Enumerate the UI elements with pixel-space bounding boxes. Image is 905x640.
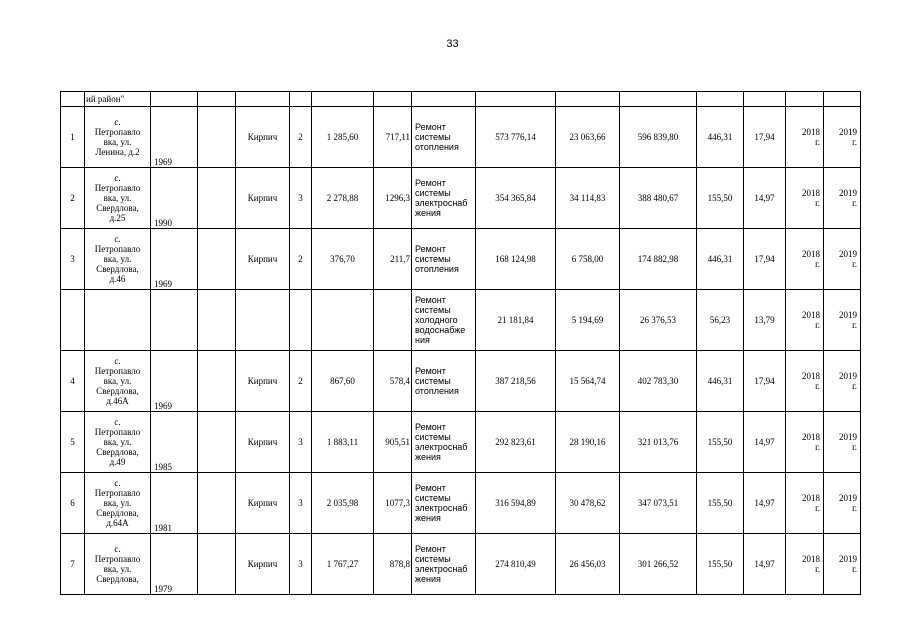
- table-row: [61, 412, 861, 473]
- text-line: 2019: [839, 432, 857, 442]
- floors-cell: 3: [290, 534, 312, 595]
- total-area-cell: 867,60: [312, 351, 374, 412]
- text-line: г.: [815, 564, 820, 574]
- text-line: системы: [415, 305, 451, 315]
- text-line: с.: [114, 173, 121, 183]
- limit-cost-cell: 17,94: [744, 107, 786, 168]
- text-line: г.: [815, 320, 820, 330]
- address-cell: [85, 534, 151, 595]
- unit-cost-cell: 155,50: [697, 168, 744, 229]
- empty-cell: [198, 290, 236, 351]
- year-cell: [151, 290, 198, 351]
- text-line: жения: [415, 574, 441, 584]
- text-line: 2019: [839, 249, 857, 259]
- text-line: системы: [415, 493, 451, 503]
- text-line: Ремонт: [415, 178, 446, 188]
- text-line: д.49: [109, 457, 126, 467]
- text-line: 2018: [802, 188, 820, 198]
- text-line: с.: [114, 117, 121, 127]
- text-line: Петропавло: [94, 554, 141, 564]
- wall-material-cell: Кирпич: [236, 473, 290, 534]
- wall-material-cell: [236, 290, 290, 351]
- start-year-cell: [786, 107, 824, 168]
- text-line: системы: [415, 188, 451, 198]
- unit-cost-cell: 155,50: [697, 534, 744, 595]
- repair-program-table: [60, 91, 861, 595]
- end-year-cell: [824, 290, 861, 351]
- text-line: системы: [415, 376, 451, 386]
- text-line: г.: [815, 503, 820, 513]
- other-cost-cell: 5 194,69: [556, 290, 620, 351]
- text-line: д.46: [109, 274, 126, 284]
- text-line: 2018: [802, 249, 820, 259]
- start-year-cell: [786, 473, 824, 534]
- wall-material-cell: Кирпич: [236, 168, 290, 229]
- other-cost-cell: 6 758,00: [556, 229, 620, 290]
- floors-cell: 2: [290, 229, 312, 290]
- text-line: Ленина, д.2: [95, 147, 140, 157]
- address-cell: [85, 290, 151, 351]
- work-type-cell: [412, 534, 476, 595]
- wall-material-cell: Кирпич: [236, 412, 290, 473]
- text-line: 2018: [802, 554, 820, 564]
- limit-cost-cell: 17,94: [744, 351, 786, 412]
- work-cost-cell: 21 181,84: [476, 290, 556, 351]
- text-line: 2019: [839, 127, 857, 137]
- row-number-cell: 2: [61, 168, 85, 229]
- work-cost-cell: 573 776,14: [476, 107, 556, 168]
- text-line: Ремонт: [415, 483, 446, 493]
- text-line: Свердлова,: [96, 447, 139, 457]
- wall-material-cell: Кирпич: [236, 351, 290, 412]
- table-row: [61, 107, 861, 168]
- total-area-cell: 1 767,27: [312, 534, 374, 595]
- living-area-cell: 878,8: [374, 534, 412, 595]
- text-line: 2019: [839, 310, 857, 320]
- text-line: электроснаб: [415, 564, 468, 574]
- year-cell: 1969: [151, 107, 198, 168]
- text-line: Петропавло: [94, 183, 141, 193]
- text-line: г.: [852, 320, 857, 330]
- text-line: г.: [815, 198, 820, 208]
- text-line: 2018: [802, 127, 820, 137]
- year-cell: 1990: [151, 168, 198, 229]
- work-type-cell: [412, 290, 476, 351]
- wall-material-cell: Кирпич: [236, 534, 290, 595]
- end-year-cell: [824, 473, 861, 534]
- empty-cell: [198, 534, 236, 595]
- living-area-cell: 1077,3: [374, 473, 412, 534]
- text-line: с.: [114, 234, 121, 244]
- end-year-cell: [824, 351, 861, 412]
- end-year-cell: [824, 168, 861, 229]
- text-line: с.: [114, 478, 121, 488]
- wall-material-cell: Кирпич: [236, 107, 290, 168]
- text-line: вка, ул.: [103, 376, 132, 386]
- text-line: г.: [852, 503, 857, 513]
- text-line: системы: [415, 432, 451, 442]
- table-row-continued: [61, 92, 861, 107]
- table-row: [61, 534, 861, 595]
- living-area-cell: 1296,3: [374, 168, 412, 229]
- living-area-cell: 578,4: [374, 351, 412, 412]
- text-line: Петропавло: [94, 366, 141, 376]
- text-line: электроснаб: [415, 503, 468, 513]
- text-line: г.: [852, 564, 857, 574]
- text-line: электроснаб: [415, 198, 468, 208]
- other-cost-cell: 28 190,16: [556, 412, 620, 473]
- row-number-cell: 6: [61, 473, 85, 534]
- year-cell: 1979: [151, 534, 198, 595]
- text-line: водоснабже: [415, 325, 466, 335]
- text-line: г.: [852, 137, 857, 147]
- address-cell: [85, 473, 151, 534]
- text-line: системы: [415, 132, 451, 142]
- table-row: [61, 351, 861, 412]
- text-line: д.64А: [106, 518, 129, 528]
- text-line: отопления: [415, 264, 459, 274]
- row-number-cell: 1: [61, 107, 85, 168]
- text-line: г.: [852, 198, 857, 208]
- text-line: электроснаб: [415, 442, 468, 452]
- floors-cell: 3: [290, 473, 312, 534]
- floors-cell: 2: [290, 107, 312, 168]
- text-line: г.: [852, 442, 857, 452]
- text-line: холодного: [415, 315, 458, 325]
- work-cost-cell: 354 365,84: [476, 168, 556, 229]
- total-cost-cell: 26 376,53: [620, 290, 697, 351]
- table-row: [61, 290, 861, 351]
- year-cell: 1985: [151, 412, 198, 473]
- year-cell: 1969: [151, 351, 198, 412]
- work-cost-cell: 168 124,98: [476, 229, 556, 290]
- text-line: г.: [815, 137, 820, 147]
- unit-cost-cell: 155,50: [697, 412, 744, 473]
- text-line: г.: [852, 381, 857, 391]
- end-year-cell: [824, 229, 861, 290]
- text-line: Ремонт: [415, 244, 446, 254]
- text-line: Свердлова,: [96, 386, 139, 396]
- total-area-cell: [312, 290, 374, 351]
- text-line: системы: [415, 254, 451, 264]
- text-line: вка, ул.: [103, 498, 132, 508]
- start-year-cell: [786, 168, 824, 229]
- text-line: 2018: [802, 493, 820, 503]
- text-line: г.: [815, 442, 820, 452]
- floors-cell: 2: [290, 351, 312, 412]
- total-cost-cell: 388 480,67: [620, 168, 697, 229]
- other-cost-cell: 15 564,74: [556, 351, 620, 412]
- text-line: Петропавло: [94, 244, 141, 254]
- text-line: Ремонт: [415, 295, 446, 305]
- other-cost-cell: 23 063,66: [556, 107, 620, 168]
- text-line: г.: [815, 381, 820, 391]
- start-year-cell: [786, 229, 824, 290]
- text-line: с.: [114, 417, 121, 427]
- text-line: Петропавло: [94, 127, 141, 137]
- total-cost-cell: 174 882,98: [620, 229, 697, 290]
- work-cost-cell: 292 823,61: [476, 412, 556, 473]
- text-line: Ремонт: [415, 422, 446, 432]
- text-line: с.: [114, 544, 121, 554]
- address-cell: [85, 107, 151, 168]
- unit-cost-cell: 446,31: [697, 229, 744, 290]
- total-area-cell: 2 278,88: [312, 168, 374, 229]
- text-line: жения: [415, 452, 441, 462]
- text-line: ния: [415, 335, 430, 345]
- text-line: 2019: [839, 493, 857, 503]
- row-number-cell: 3: [61, 229, 85, 290]
- work-type-cell: [412, 473, 476, 534]
- limit-cost-cell: 14,97: [744, 168, 786, 229]
- living-area-cell: 717,11: [374, 107, 412, 168]
- unit-cost-cell: 56,23: [697, 290, 744, 351]
- row-number-cell: 4: [61, 351, 85, 412]
- text-line: д.46А: [106, 396, 129, 406]
- total-area-cell: 376,70: [312, 229, 374, 290]
- empty-cell: [198, 229, 236, 290]
- year-cell: 1981: [151, 473, 198, 534]
- unit-cost-cell: 446,31: [697, 351, 744, 412]
- work-type-cell: [412, 412, 476, 473]
- table-row: [61, 229, 861, 290]
- text-line: вка, ул.: [103, 193, 132, 203]
- empty-cell: [198, 351, 236, 412]
- text-line: 2018: [802, 310, 820, 320]
- total-cost-cell: 321 013,76: [620, 412, 697, 473]
- limit-cost-cell: 17,94: [744, 229, 786, 290]
- total-cost-cell: 301 266,52: [620, 534, 697, 595]
- table-row: [61, 473, 861, 534]
- work-cost-cell: 316 594,89: [476, 473, 556, 534]
- living-area-cell: 905,51: [374, 412, 412, 473]
- floors-cell: 3: [290, 412, 312, 473]
- work-type-cell: [412, 107, 476, 168]
- table-row: [61, 168, 861, 229]
- address-continued-cell: ий район": [85, 92, 151, 107]
- other-cost-cell: 34 114,83: [556, 168, 620, 229]
- text-line: Петропавло: [94, 427, 141, 437]
- text-line: вка, ул.: [103, 254, 132, 264]
- text-line: отопления: [415, 386, 459, 396]
- text-line: Петропавло: [94, 488, 141, 498]
- end-year-cell: [824, 412, 861, 473]
- text-line: с.: [114, 356, 121, 366]
- empty-cell: [198, 107, 236, 168]
- limit-cost-cell: 14,97: [744, 473, 786, 534]
- living-area-cell: [374, 290, 412, 351]
- text-line: отопления: [415, 142, 459, 152]
- empty-cell: [198, 168, 236, 229]
- text-line: Свердлова,: [96, 574, 139, 584]
- row-number-cell: 7: [61, 534, 85, 595]
- total-cost-cell: 596 839,80: [620, 107, 697, 168]
- empty-cell: [198, 412, 236, 473]
- work-cost-cell: 387 218,56: [476, 351, 556, 412]
- page-number: 33: [446, 38, 459, 50]
- floors-cell: [290, 290, 312, 351]
- text-line: 2019: [839, 554, 857, 564]
- work-type-cell: [412, 229, 476, 290]
- text-line: Свердлова,: [96, 203, 139, 213]
- text-line: Ремонт: [415, 544, 446, 554]
- end-year-cell: [824, 534, 861, 595]
- text-line: Ремонт: [415, 366, 446, 376]
- address-cell: [85, 229, 151, 290]
- text-line: г.: [815, 259, 820, 269]
- address-cell: [85, 168, 151, 229]
- text-line: Свердлова,: [96, 508, 139, 518]
- text-line: д.25: [109, 213, 126, 223]
- address-cell: [85, 412, 151, 473]
- text-line: вка, ул.: [103, 437, 132, 447]
- limit-cost-cell: 14,97: [744, 412, 786, 473]
- unit-cost-cell: 446,31: [697, 107, 744, 168]
- text-line: 2019: [839, 371, 857, 381]
- other-cost-cell: 26 456,03: [556, 534, 620, 595]
- text-line: Свердлова,: [96, 264, 139, 274]
- unit-cost-cell: 155,50: [697, 473, 744, 534]
- start-year-cell: [786, 351, 824, 412]
- total-area-cell: 1 285,60: [312, 107, 374, 168]
- living-area-cell: 211,7: [374, 229, 412, 290]
- text-line: вка, ул.: [103, 564, 132, 574]
- text-line: жения: [415, 208, 441, 218]
- total-cost-cell: 347 073,51: [620, 473, 697, 534]
- total-cost-cell: 402 783,30: [620, 351, 697, 412]
- total-area-cell: 2 035,98: [312, 473, 374, 534]
- row-number-cell: 5: [61, 412, 85, 473]
- text-line: 2018: [802, 371, 820, 381]
- text-line: г.: [852, 259, 857, 269]
- text-line: жения: [415, 513, 441, 523]
- wall-material-cell: Кирпич: [236, 229, 290, 290]
- work-type-cell: [412, 168, 476, 229]
- year-cell: 1969: [151, 229, 198, 290]
- total-area-cell: 1 883,11: [312, 412, 374, 473]
- text-line: 2019: [839, 188, 857, 198]
- other-cost-cell: 30 478,62: [556, 473, 620, 534]
- limit-cost-cell: 13,79: [744, 290, 786, 351]
- start-year-cell: [786, 412, 824, 473]
- start-year-cell: [786, 534, 824, 595]
- empty-cell: [198, 473, 236, 534]
- floors-cell: 3: [290, 168, 312, 229]
- start-year-cell: [786, 290, 824, 351]
- text-line: системы: [415, 554, 451, 564]
- row-number-cell: [61, 290, 85, 351]
- limit-cost-cell: 14,97: [744, 534, 786, 595]
- end-year-cell: [824, 107, 861, 168]
- work-type-cell: [412, 351, 476, 412]
- text-line: вка, ул.: [103, 137, 132, 147]
- text-line: 2018: [802, 432, 820, 442]
- work-cost-cell: 274 810,49: [476, 534, 556, 595]
- text-line: Ремонт: [415, 122, 446, 132]
- address-cell: [85, 351, 151, 412]
